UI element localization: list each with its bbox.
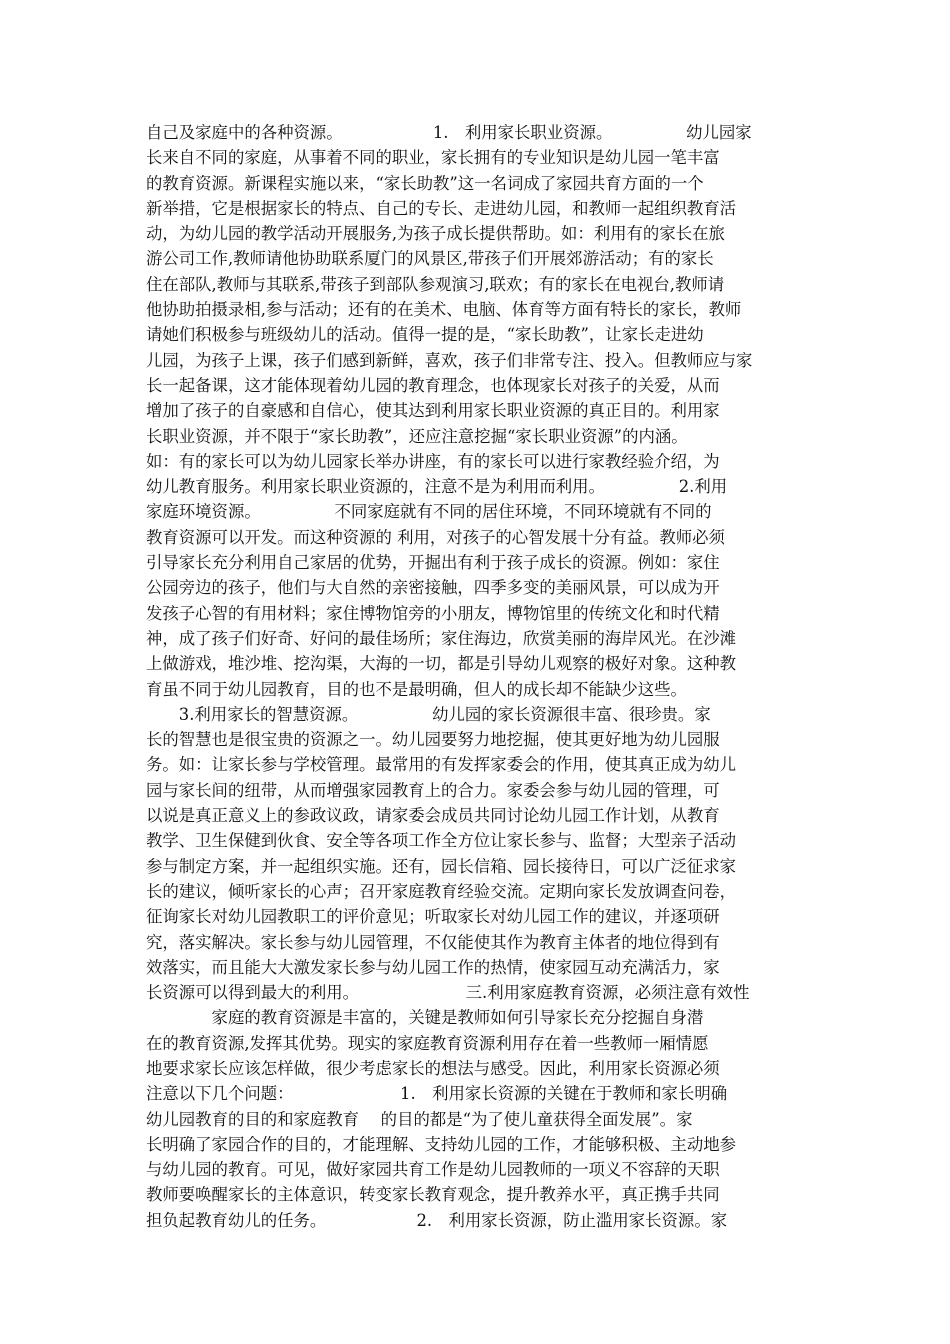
text-line: 参与制定方案，并一起组织实施。还有，园长信箱、园长接待日，可以广泛征求家 (146, 856, 737, 876)
text-line: 幼儿园教育的目的和家庭教育 的目的都是“为了使儿童获得全面发展”。家 (146, 1109, 693, 1129)
text-line: 家庭的教育资源是丰富的，关键是教师如何引导家长充分挖掘自身潜 (146, 1008, 704, 1028)
text-line: 3.利用家长的智慧资源。 幼儿园的家长资源很丰富、很珍贵。家 (146, 704, 711, 724)
text-line: 担负起教育幼儿的任务。 2. 利用家长资源，防止滥用家长资源。家 (146, 1210, 728, 1230)
text-line: 家庭环境资源。 不同家庭就有不同的居住环境，不同环境就有不同的 (146, 502, 712, 522)
text-line: 征询家长对幼儿园教职工的评价意见；听取家长对幼儿园工作的建议，并逐项研 (146, 907, 720, 927)
text-line: 上做游戏，堆沙堆、挖沟渠，大海的一切，都是引导幼儿观察的极好对象。这种教 (146, 654, 737, 674)
text-line: 儿园，为孩子上课，孩子们感到新鲜，喜欢，孩子们非常专注、投入。但教师应与家 (146, 350, 753, 370)
text-line: 与幼儿园的教育。可见，做好家园共育工作是幼儿园教师的一项义不容辞的天职 (146, 1160, 720, 1180)
text-line: 长资源可以得到最大的利用。 三.利用家庭教育资源，必须注意有效性 (146, 983, 750, 1003)
text-line: 他协助拍摄录相,参与活动；还有的在美术、电脑、体育等方面有特长的家长，教师 (146, 300, 742, 320)
text-line: 育虽不同于幼儿园教育，目的也不是最明确，但人的成长却不能缺少这些。 (146, 679, 687, 699)
text-line: 教师要唤醒家长的主体意识，转变家长教育观念，提升教养水平，真正携手共同 (146, 1185, 720, 1205)
text-line: 公园旁边的孩子，他们与大自然的亲密接触，四季多变的美丽风景，可以成为开 (146, 578, 720, 598)
text-line: 的教育资源。新课程实施以来，“家长助教”这一名词成了家园共育方面的一个 (146, 173, 704, 193)
text-line: 长来自不同的家庭，从事着不同的职业，家长拥有的专业知识是幼儿园一笔丰富 (146, 148, 720, 168)
text-line: 住在部队,教师与其联系,带孩子到部队参观演习,联欢；有的家长在电视台,教师请 (146, 274, 725, 294)
text-line: 动，为幼儿园的教学活动开展服务,为孩子成长提供帮助。如：利用有的家长在旅 (146, 224, 725, 244)
text-line: 注意以下几个问题： 1. 利用家长资源的关键在于教师和家长明确 (146, 1084, 728, 1104)
text-line: 以说是真正意义上的参政议政，请家委会成员共同讨论幼儿园工作计划，从教育 (146, 806, 720, 826)
text-line: 游公司工作,教师请他协助联系厦门的风景区,带孩子们开展郊游活动；有的家长 (146, 249, 714, 269)
text-line: 幼儿教育服务。利用家长职业资源的，注意不是为利用而利用。 2.利用 (146, 477, 728, 497)
text-line: 引导家长充分利用自己家居的优势，开掘出有利于孩子成长的资源。例如：家住 (146, 553, 720, 573)
text-line: 长职业资源，并不限于“家长助教”，还应注意挖掘“家长职业资源”的内涵。 (146, 426, 688, 446)
text-line: 如：有的家长可以为幼儿园家长举办讲座，有的家长可以进行家教经验介绍，为 (146, 451, 720, 471)
text-line: 长的建议，倾听家长的心声；召开家庭教育经验交流。定期向家长发放调查问卷， (146, 881, 737, 901)
text-line: 长明确了家园合作的目的，才能理解、支持幼儿园的工作，才能够积极、主动地参 (146, 1134, 737, 1154)
text-line: 园与家长间的纽带，从而增强家园教育上的合力。家委会参与幼儿园的管理，可 (146, 780, 720, 800)
text-line: 自己及家庭中的各种资源。 1. 利用家长职业资源。 幼儿园家 (146, 123, 752, 142)
text-line: 新举措，它是根据家长的特点、自己的专长、走进幼儿园，和教师一起组织教育活 (146, 198, 737, 218)
text-line: 发孩子心智的有用材料；家住博物馆旁的小朋友，博物馆里的传统文化和时代精 (146, 603, 720, 623)
text-line: 效落实，而且能大大激发家长参与幼儿园工作的热情，使家园互动充满活力，家 (146, 957, 720, 977)
text-line: 务。如：让家长参与学校管理。最常用的有发挥家委会的作用，使其真正成为幼儿 (146, 755, 737, 775)
text-line: 在的教育资源,发挥其优势。现实的家庭教育资源利用存在着一些教师一厢情愿 (146, 1033, 709, 1053)
body-text (146, 120, 808, 1233)
text-line: 究，落实解决。家长参与幼儿园管理，不仅能使其作为教育主体者的地位得到有 (146, 932, 720, 952)
text-line: 教育资源可以开发。而这种资源的 利用，对孩子的心智发展十分有益。教师必须 (146, 527, 725, 547)
text-line: 长一起备课，这才能体现着幼儿园的教育理念，也体现家长对孩子的关爱，从而 (146, 375, 720, 395)
text-line: 神，成了孩子们好奇、好问的最佳场所；家住海边，欣赏美丽的海岸风光。在沙滩 (146, 628, 737, 648)
text-line: 长的智慧也是很宝贵的资源之一。幼儿园要努力地挖掘，使其更好地为幼儿园服 (146, 730, 720, 750)
text-line: 增加了孩子的自豪感和自信心，使其达到利用家长职业资源的真正目的。利用家 (146, 401, 720, 421)
text-line: 请她们积极参与班级幼儿的活动。值得一提的是，“家长助教”，让家长走进幼 (146, 325, 704, 345)
text-line: 教学、卫生保健到伙食、安全等各项工作全方位让家长参与、监督；大型亲子活动 (146, 831, 737, 851)
text-line: 地要求家长应该怎样做，很少考虑家长的想法与感受。因此，利用家长资源必须 (146, 1058, 720, 1078)
